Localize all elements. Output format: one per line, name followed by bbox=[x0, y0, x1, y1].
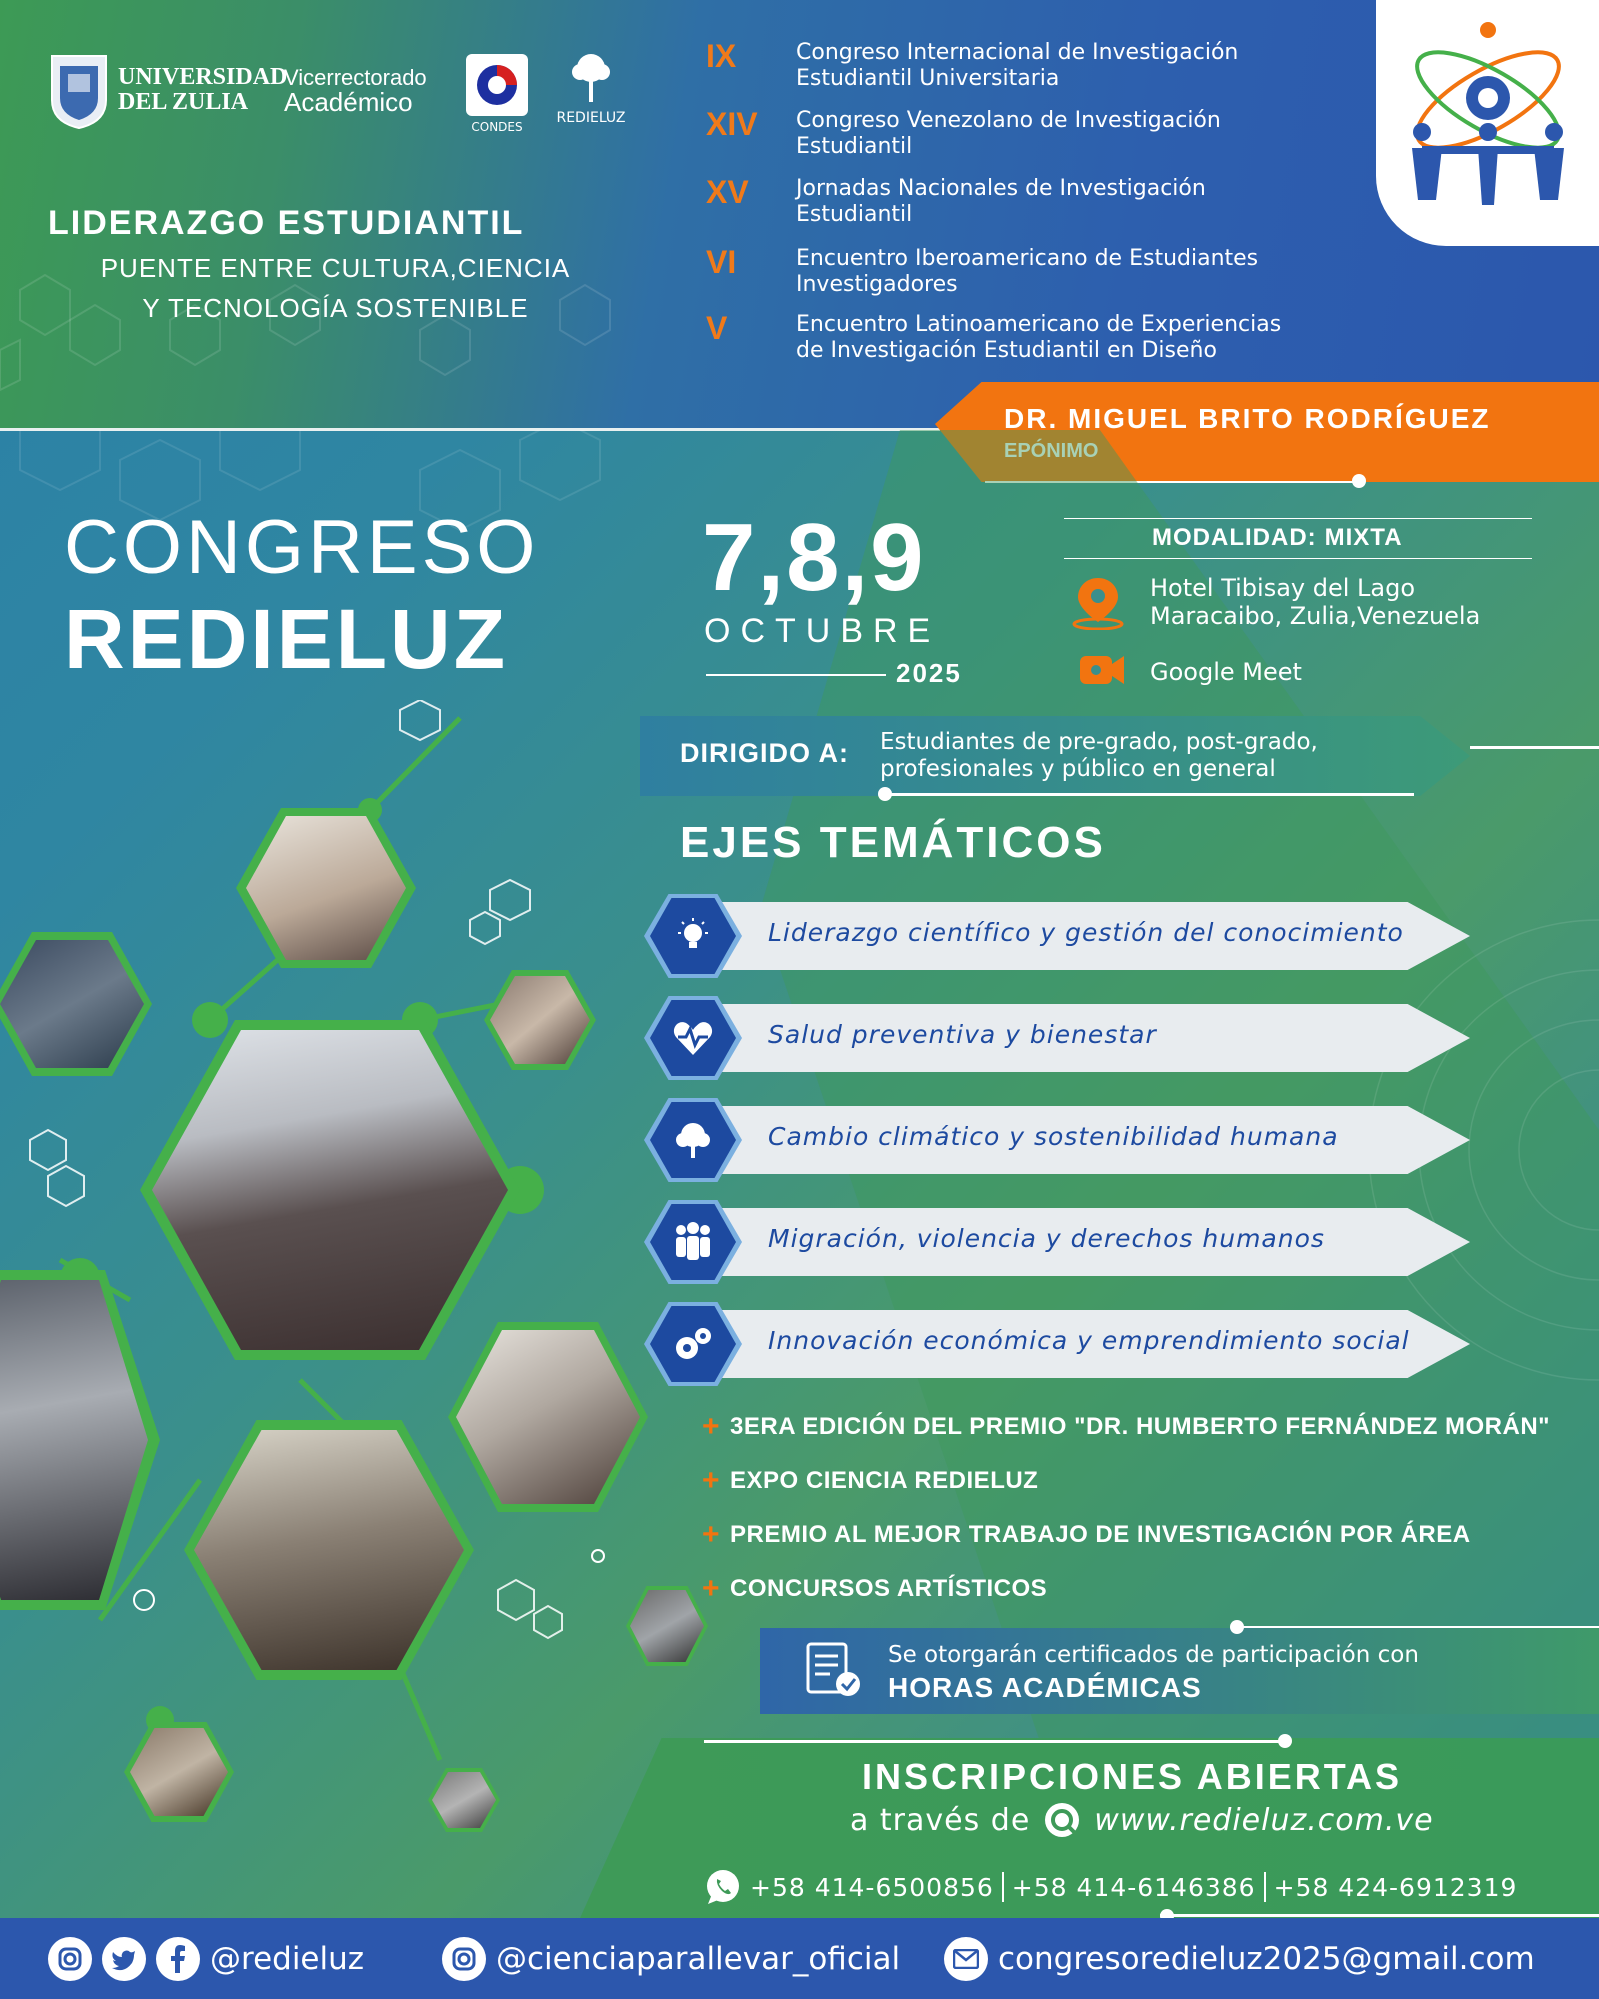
phone-number[interactable]: +58 414-6500856 bbox=[750, 1872, 994, 1902]
eponym-label: EPÓNIMO bbox=[1004, 440, 1099, 462]
condes-logo bbox=[466, 54, 528, 134]
theme-item bbox=[650, 1306, 1470, 1382]
facebook-icon[interactable] bbox=[156, 1937, 200, 1981]
vicerrectorado-line2: Académico bbox=[284, 87, 413, 117]
audience-dot bbox=[878, 787, 892, 801]
plus-icon: + bbox=[702, 1464, 721, 1497]
extras-list bbox=[702, 1400, 1550, 1616]
instagram-icon[interactable] bbox=[48, 1937, 92, 1981]
extra-item bbox=[702, 1562, 1550, 1616]
social-handle[interactable]: @redieluz bbox=[210, 1940, 365, 1977]
location-pin-icon bbox=[1070, 576, 1126, 630]
event-item bbox=[706, 312, 1356, 380]
leadership-subtitle bbox=[48, 248, 623, 328]
phone-separator bbox=[1264, 1872, 1266, 1902]
extra-item bbox=[702, 1400, 1550, 1454]
footer-bar bbox=[0, 1918, 1599, 1999]
extra-label: PREMIO AL MEJOR TRABAJO DE INVESTIGACIÓN POR ÁREA bbox=[730, 1521, 1471, 1548]
event-text-line1: Encuentro Iberoamericano de Estudiantes bbox=[796, 246, 1259, 271]
redieluz-main-logo bbox=[1376, 0, 1599, 246]
audience-line2: profesionales y público en general bbox=[880, 756, 1276, 782]
certificate-text: Se otorgarán certificados de participación con bbox=[888, 1642, 1419, 1668]
leadership-title: LIDERAZGO ESTUDIANTIL bbox=[48, 204, 525, 242]
universidad-logo bbox=[48, 50, 287, 130]
university-shield-icon bbox=[48, 50, 110, 130]
video-camera-icon bbox=[1078, 650, 1126, 690]
event-text-line1: Encuentro Latinoamericano de Experiencias bbox=[796, 312, 1282, 337]
theme-label: Innovación económica y emprendimiento social bbox=[768, 1326, 1410, 1355]
plus-icon: + bbox=[702, 1410, 721, 1443]
theme-item bbox=[650, 1102, 1470, 1178]
event-number: IX bbox=[706, 38, 737, 74]
location-line1: Hotel Tibisay del Lago bbox=[1150, 574, 1416, 602]
audience-line1: Estudiantes de pre-grado, post-grado, bbox=[880, 729, 1318, 755]
event-number: XIV bbox=[706, 106, 758, 142]
leadership-subtitle-line1: PUENTE ENTRE CULTURA,CIENCIA bbox=[100, 253, 571, 283]
event-item bbox=[706, 176, 1356, 246]
tree-logo-icon bbox=[566, 50, 616, 106]
plus-icon: + bbox=[702, 1572, 721, 1605]
event-item bbox=[706, 40, 1356, 108]
theme-label: Liderazgo científico y gestión del conocimiento bbox=[768, 918, 1404, 947]
footer-social-group bbox=[48, 1937, 364, 1981]
registration-dot bbox=[1278, 1734, 1292, 1748]
event-text-line2: Investigadores bbox=[796, 272, 958, 297]
date-divider bbox=[706, 674, 886, 676]
instagram-icon[interactable] bbox=[442, 1937, 486, 1981]
extra-item bbox=[702, 1454, 1550, 1508]
congress-title-line2: REDIELUZ bbox=[64, 592, 508, 686]
event-item bbox=[706, 246, 1356, 312]
registration-url[interactable]: www.redieluz.com.ve bbox=[1094, 1802, 1434, 1838]
web-icon bbox=[1042, 1800, 1082, 1840]
event-number: XV bbox=[706, 174, 749, 210]
audience-label: DIRIGIDO A: bbox=[680, 738, 849, 768]
redieluz-small-logo bbox=[556, 50, 626, 126]
plus-icon: + bbox=[702, 1518, 721, 1551]
theme-item bbox=[650, 1000, 1470, 1076]
registration-link-row bbox=[850, 1800, 1434, 1840]
event-days: 7,8,9 bbox=[702, 504, 926, 611]
phone-number[interactable]: +58 414-6146386 bbox=[1011, 1872, 1256, 1902]
condes-icon bbox=[466, 54, 528, 116]
online-platform: Google Meet bbox=[1150, 658, 1302, 686]
twitter-icon[interactable] bbox=[102, 1937, 146, 1981]
event-text-line2: de Investigación Estudiantil en Diseño bbox=[796, 338, 1217, 363]
audience-line-right bbox=[1470, 746, 1599, 749]
instagram-handle[interactable]: @cienciaparallevar_oficial bbox=[496, 1940, 901, 1977]
audience-underline bbox=[884, 793, 1414, 796]
modality-top-line bbox=[1064, 518, 1532, 519]
themes-title: EJES TEMÁTICOS bbox=[680, 818, 1106, 867]
modality-bottom-line bbox=[1064, 558, 1532, 559]
event-number: V bbox=[706, 310, 728, 346]
university-name-line2: DEL ZULIA bbox=[118, 89, 249, 115]
event-text-line2: Estudiantil Universitaria bbox=[796, 66, 1060, 91]
leadership-subtitle-line2: Y TECNOLOGÍA SOSTENIBLE bbox=[142, 293, 529, 323]
location-text bbox=[1150, 574, 1480, 630]
vicerrectorado-logo bbox=[284, 65, 427, 117]
registration-top-line bbox=[704, 1740, 1284, 1743]
university-name-line1: UNIVERSIDAD bbox=[118, 64, 288, 90]
registration-title: INSCRIPCIONES ABIERTAS bbox=[862, 1756, 1403, 1797]
phone-row bbox=[704, 1868, 1517, 1906]
event-number: VI bbox=[706, 244, 737, 280]
audience-text bbox=[880, 729, 1318, 783]
phone-separator bbox=[1002, 1872, 1004, 1902]
certificate-dot bbox=[1230, 1620, 1244, 1634]
extra-item bbox=[702, 1508, 1550, 1562]
mail-icon[interactable] bbox=[944, 1937, 988, 1981]
extra-label: CONCURSOS ARTÍSTICOS bbox=[730, 1575, 1048, 1602]
extra-label: 3ERA EDICIÓN DEL PREMIO "DR. HUMBERTO FERNÁNDEZ MORÁN" bbox=[730, 1413, 1551, 1440]
modality-row bbox=[1152, 524, 1403, 552]
event-text-line1: Congreso Venezolano de Investigación bbox=[796, 108, 1221, 133]
event-text-line1: Congreso Internacional de Investigación bbox=[796, 40, 1239, 65]
location-line2: Maracaibo, Zulia,Venezuela bbox=[1150, 602, 1481, 630]
phone-number[interactable]: +58 424-6912319 bbox=[1273, 1872, 1518, 1902]
eponym-name: DR. MIGUEL BRITO RODRÍGUEZ bbox=[1004, 403, 1491, 434]
congress-title-line1: CONGRESO bbox=[64, 505, 540, 590]
theme-label: Cambio climático y sostenibilidad humana bbox=[768, 1122, 1339, 1151]
event-text-line1: Jornadas Nacionales de Investigación bbox=[796, 176, 1206, 201]
modality-value: MIXTA bbox=[1324, 524, 1403, 551]
certificate-icon bbox=[804, 1640, 866, 1704]
theme-label: Salud preventiva y bienestar bbox=[768, 1020, 1157, 1049]
extra-label: EXPO CIENCIA REDIELUZ bbox=[730, 1467, 1039, 1494]
contact-email[interactable]: congresoredieluz2025@gmail.com bbox=[998, 1940, 1535, 1977]
condes-label: CONDES bbox=[471, 120, 523, 134]
footer-instagram-group bbox=[442, 1937, 900, 1981]
event-month: OCTUBRE bbox=[704, 612, 941, 650]
certificate-line bbox=[1234, 1626, 1599, 1628]
theme-item bbox=[650, 898, 1470, 974]
event-text-line2: Estudiantil bbox=[796, 202, 913, 227]
vicerrectorado-line1: Vicerrectorado bbox=[284, 65, 427, 90]
atom-people-icon bbox=[1376, 0, 1599, 246]
whatsapp-icon bbox=[704, 1868, 742, 1906]
event-year: 2025 bbox=[896, 658, 962, 688]
theme-label: Migración, violencia y derechos humanos bbox=[768, 1224, 1325, 1253]
certificate-highlight: HORAS ACADÉMICAS bbox=[888, 1672, 1202, 1703]
event-text-line2: Estudiantil bbox=[796, 134, 913, 159]
footer-email-group bbox=[944, 1937, 1535, 1981]
registration-via: a través de bbox=[850, 1802, 1031, 1838]
event-item bbox=[706, 108, 1356, 176]
registration-bottom-line bbox=[1160, 1914, 1599, 1917]
modality-label: MODALIDAD: bbox=[1152, 524, 1317, 551]
events-list bbox=[706, 40, 1356, 380]
redieluz-small-label: REDIELUZ bbox=[556, 110, 626, 126]
theme-item bbox=[650, 1204, 1470, 1280]
